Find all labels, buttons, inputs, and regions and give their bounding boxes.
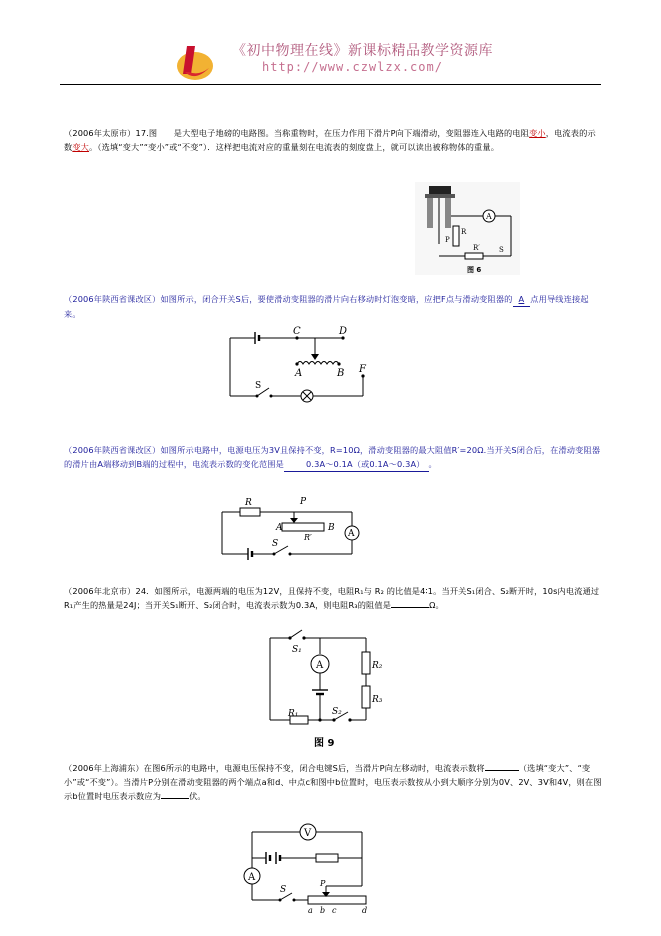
q5-text-a: （2006年上海浦东）在图6所示的电路中，电源电压保持不变，闭合电键S后，当滑片P向左移动时，电流表示数将 [64,763,485,773]
q3-label-a: A [276,523,283,533]
q1-text-c: ，电流表的示数 [64,128,596,152]
q1-text-b: 是大型电子地磅的电路图。当称重物时，在压力作用下滑片P向下端滑动，变阻器连入电路的电阻 [173,128,530,138]
q2-figure-lamp-rheostat [225,324,375,404]
q4-label-s1: S₁ [292,645,302,655]
q1-label-s: S [499,246,504,254]
q3-label-b: B [328,523,335,533]
question-2 [64,292,604,321]
q5-label-a: a [308,906,313,915]
q2-label-f: F [359,364,366,375]
q5-voltmeter-label: V [304,828,312,839]
q5-text-c: 伏。 [189,791,206,801]
q1-label-p: P [445,236,450,244]
q3-answer: 0.3A～0.1A（或0.1A～0.3A） [284,457,429,472]
q5-answer-blank-1 [485,762,519,771]
q3-label-s: S [272,539,279,549]
q1-figure-caption: 图 6 [467,266,482,274]
q2-text-a: （2006年陕西省课改区）如图所示，闭合开关S后，要使滑动变阻器的滑片向右移动时灯泡变暗，应把F点与滑动变阻器的 [64,294,513,304]
q2-label-c: C [293,326,301,337]
q1-answer-2: 变大 [72,142,90,152]
question-4 [64,584,604,612]
q4-label-r3: R₃ [372,695,382,705]
q3-label-p: P [300,497,307,507]
q4-label-s2: S₂ [332,707,342,717]
q3-text-b: 。 [428,459,437,469]
q4-text-a: （2006年北京市）24．如图所示，电源两端的电压为12V，且保持不变，电阻R₁与 R₂ 的比值是4∶1。当开关S₁闭合、S₂断开时，10s内电流通过R₁产生的热量是24J；当开关S₁断开、S₂闭合时，电流表示数为0.3A，则电阻R₃的阻值是 [64,586,600,610]
q1-meter-label: A [486,212,492,221]
q2-label-d: D [339,326,348,337]
q5-label-d: d [362,906,368,915]
q4-meter-label: A [316,660,324,671]
q4-text-b: Ω。 [429,600,444,610]
q1-text-d: 。（选填“变大”“变小”或“不变”）．这样把电流对应的重量刻在电流表的刻度盘上，就可以读出被称物体的重量。 [89,142,500,152]
question-5 [64,761,604,803]
q5-figure-voltmeter-circuit [236,822,376,916]
q3-label-rp: R′ [304,533,312,542]
q1-answer-1: 变小 [529,128,546,138]
q1-label-r: R [461,228,467,236]
q2-answer: A [513,292,531,307]
q4-label-r1: R₁ [288,709,299,719]
q4-figure-caption: 图 9 [314,738,335,749]
q2-label-b: B [337,368,345,379]
q4-label-r2: R₂ [372,661,382,671]
q4-figure-two-switch-circuit [262,628,382,750]
q3-label-r: R [245,498,252,508]
q1-text-a: （2006年太原市）17.图 [64,128,158,138]
q4-answer-blank [391,599,429,608]
site-logo [175,42,215,82]
q5-label-s: S [280,885,287,895]
site-title: 《初中物理在线》新课标精品教学资源库 [232,43,493,59]
q5-label-b: b [320,906,326,915]
question-3 [64,443,604,472]
q3-figure-range-circuit [218,496,368,566]
q3-text-a: （2006年陕西省课改区）如图所示电路中，电源电压为3V且保持不变，R=10Ω，滑动变阻器的最大阻值R′=20Ω.当开关S闭合后，在滑动变阻器的滑片由A端移动到B端的过程中，电流表示数的变化范围是 [64,445,601,469]
site-url[interactable]: http://www.czwlzx.com/ [262,60,443,74]
header-divider [60,84,601,85]
q5-label-p: P [320,879,326,888]
q5-answer-blank-2 [161,790,189,799]
question-1 [64,126,604,154]
q5-label-c: c [332,906,337,915]
q5-text-b: （选填“变大”、“变小”或“不变”）。当滑片P分别在滑动变阻器的两个端点a和d、中点c和图中b位置时，电压表示数按从小到大顺序分别为0V、2V、3V和4V，则在图示b位置时电压表示数应为 [64,763,602,801]
q3-meter-label: A [348,529,355,539]
q2-label-a: A [295,368,303,379]
q1-figure-scale-circuit [415,182,520,275]
q1-label-rp: R′ [473,244,480,252]
q2-text-b: 点用导线连接起来。 [64,294,589,319]
q5-ammeter-label: A [248,872,256,883]
q2-label-s: S [255,381,262,391]
